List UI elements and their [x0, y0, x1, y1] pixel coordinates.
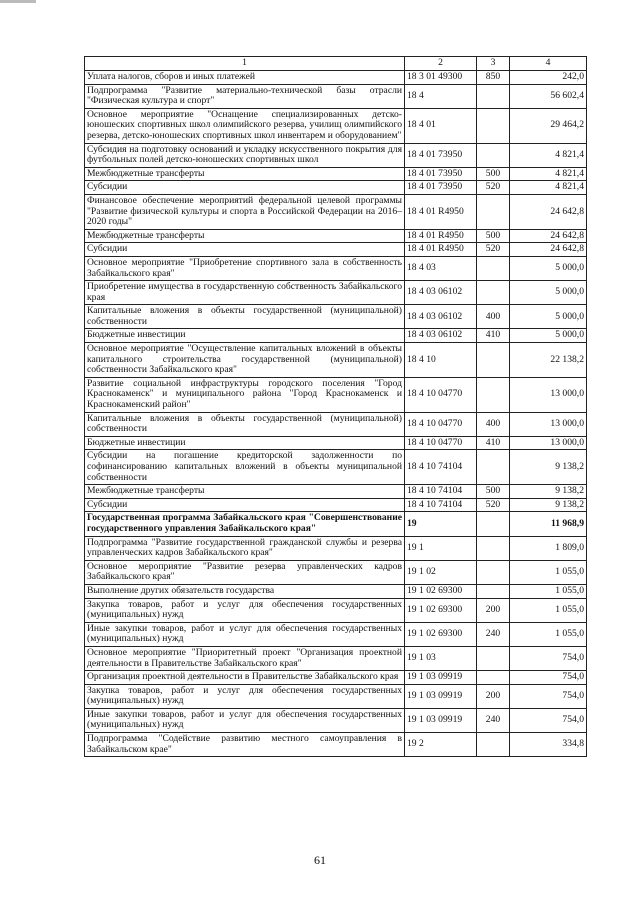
table-row — [85, 671, 587, 685]
column-number-4: 4 — [510, 57, 587, 71]
table-row — [85, 708, 587, 732]
row-amount-cell: 13 000,0 — [510, 436, 587, 450]
budget-table — [84, 56, 587, 757]
row-amount-cell: 5 000,0 — [510, 329, 587, 343]
row-amount-cell: 22 138,2 — [510, 343, 587, 378]
row-amount-cell: 754,0 — [510, 646, 587, 670]
table-row — [85, 229, 587, 243]
row-name-cell: Иные закупки товаров, работ и услуг для обеспечения государственных (муниципальных) нужд — [85, 708, 405, 732]
row-expense-type-cell — [477, 450, 510, 485]
table-row — [85, 71, 587, 85]
row-amount-cell: 56 602,4 — [510, 84, 587, 108]
row-code-cell: 19 2 — [405, 733, 477, 757]
row-code-cell: 18 4 01 73950 — [405, 143, 477, 167]
table-row — [85, 256, 587, 280]
row-code-cell: 18 4 — [405, 84, 477, 108]
table-row — [85, 598, 587, 622]
row-name-cell: Основное мероприятие "Осуществление капитальных вложений в объекты капитального строительства государственной (муниципальной) собственности Забайкальского края" — [85, 343, 405, 378]
row-amount-cell: 24 642,8 — [510, 243, 587, 257]
row-name-cell: Субсидии — [85, 181, 405, 195]
row-name-cell: Приобретение имущества в государственную собственность Забайкальского края — [85, 281, 405, 305]
table-row — [85, 181, 587, 195]
column-number-1: 1 — [85, 57, 405, 71]
row-expense-type-cell — [477, 536, 510, 560]
row-code-cell: 18 4 10 74104 — [405, 485, 477, 499]
table-row — [85, 194, 587, 229]
table-row — [85, 536, 587, 560]
row-name-cell: Бюджетные инвестиции — [85, 329, 405, 343]
row-amount-cell: 334,8 — [510, 733, 587, 757]
row-name-cell: Межбюджетные трансферты — [85, 485, 405, 499]
row-code-cell: 19 1 02 69300 — [405, 622, 477, 646]
table-row — [85, 646, 587, 670]
row-amount-cell: 754,0 — [510, 684, 587, 708]
row-name-cell: Основное мероприятие "Приоритетный проект "Организация проектной деятельности в Правительстве Забайкальского края" — [85, 646, 405, 670]
table-row — [85, 343, 587, 378]
row-expense-type-cell: 410 — [477, 436, 510, 450]
row-code-cell: 18 3 01 49300 — [405, 71, 477, 85]
row-name-cell: Основное мероприятие "Приобретение спортивного зала в собственность Забайкальского края" — [85, 256, 405, 280]
row-name-cell: Подпрограмма "Развитие государственной гражданской службы и резерва управленческих кадров Забайкальского края" — [85, 536, 405, 560]
row-amount-cell: 9 138,2 — [510, 485, 587, 499]
row-code-cell: 18 4 01 R4950 — [405, 229, 477, 243]
row-amount-cell: 242,0 — [510, 71, 587, 85]
row-code-cell: 19 1 02 — [405, 560, 477, 584]
table-row — [85, 412, 587, 436]
table-row — [85, 243, 587, 257]
row-amount-cell: 1 055,0 — [510, 622, 587, 646]
table-row — [85, 377, 587, 412]
row-code-cell: 18 4 10 — [405, 343, 477, 378]
row-expense-type-cell — [477, 671, 510, 685]
row-expense-type-cell: 520 — [477, 243, 510, 257]
row-name-cell: Капитальные вложения в объекты государственной (муниципальной) собственности — [85, 305, 405, 329]
row-expense-type-cell — [477, 646, 510, 670]
table-row — [85, 167, 587, 181]
row-amount-cell: 11 968,9 — [510, 512, 587, 536]
row-amount-cell: 754,0 — [510, 671, 587, 685]
table-row — [85, 512, 587, 536]
table-row — [85, 84, 587, 108]
row-code-cell: 18 4 01 73950 — [405, 167, 477, 181]
row-code-cell: 18 4 03 06102 — [405, 329, 477, 343]
page-number: 61 — [314, 853, 326, 867]
scan-edge-mark — [0, 0, 36, 3]
row-amount-cell: 1 809,0 — [510, 536, 587, 560]
row-name-cell: Субсидии — [85, 243, 405, 257]
row-amount-cell: 9 138,2 — [510, 498, 587, 512]
row-code-cell: 19 1 02 69300 — [405, 584, 477, 598]
row-name-cell: Иные закупки товаров, работ и услуг для обеспечения государственных (муниципальных) нужд — [85, 622, 405, 646]
row-expense-type-cell — [477, 84, 510, 108]
row-amount-cell: 5 000,0 — [510, 305, 587, 329]
column-number-3: 3 — [477, 57, 510, 71]
row-expense-type-cell: 410 — [477, 329, 510, 343]
row-expense-type-cell: 500 — [477, 229, 510, 243]
row-amount-cell: 13 000,0 — [510, 377, 587, 412]
row-name-cell: Субсидии на погашение кредиторской задолженности по софинансированию капитальных вложений в объекты муниципальной собственности — [85, 450, 405, 485]
row-code-cell: 19 1 02 69300 — [405, 598, 477, 622]
row-name-cell: Субсидии — [85, 498, 405, 512]
table-row — [85, 560, 587, 584]
row-code-cell: 18 4 10 74104 — [405, 498, 477, 512]
table-row — [85, 733, 587, 757]
column-number-2: 2 — [405, 57, 477, 71]
row-expense-type-cell: 200 — [477, 684, 510, 708]
row-amount-cell: 1 055,0 — [510, 584, 587, 598]
row-name-cell: Подпрограмма "Содействие развитию местного самоуправления в Забайкальском крае" — [85, 733, 405, 757]
row-name-cell: Государственная программа Забайкальского края "Совершенствование государственного управления Забайкальского края" — [85, 512, 405, 536]
row-name-cell: Закупка товаров, работ и услуг для обеспечения государственных (муниципальных) нужд — [85, 598, 405, 622]
row-expense-type-cell: 400 — [477, 305, 510, 329]
row-expense-type-cell — [477, 256, 510, 280]
row-name-cell: Закупка товаров, работ и услуг для обеспечения государственных (муниципальных) нужд — [85, 684, 405, 708]
table-header-row — [85, 57, 587, 71]
row-amount-cell: 1 055,0 — [510, 598, 587, 622]
row-amount-cell: 754,0 — [510, 708, 587, 732]
budget-table-body — [85, 57, 587, 757]
row-name-cell: Подпрограмма "Развитие материально-технической базы отрасли "Физическая культура и спорт" — [85, 84, 405, 108]
row-name-cell: Основное мероприятие "Оснащение специализированных детско-юношеских спортивных школ олимпийского резерва, училищ олимпийского резерва, детско-юношеских спортивных школ инвентарем и оборудованием" — [85, 108, 405, 143]
table-row — [85, 584, 587, 598]
row-expense-type-cell: 850 — [477, 71, 510, 85]
row-amount-cell: 24 642,8 — [510, 194, 587, 229]
row-code-cell: 19 1 03 09919 — [405, 671, 477, 685]
row-amount-cell: 24 642,8 — [510, 229, 587, 243]
row-amount-cell: 1 055,0 — [510, 560, 587, 584]
table-row — [85, 498, 587, 512]
table-row — [85, 436, 587, 450]
table-row — [85, 684, 587, 708]
row-name-cell: Развитие социальной инфраструктуры городского поселения "Город Краснокаменск" и муниципального района "Город Краснокаменск и Краснокаменский район" — [85, 377, 405, 412]
row-amount-cell: 4 821,4 — [510, 181, 587, 195]
row-expense-type-cell: 520 — [477, 181, 510, 195]
row-expense-type-cell — [477, 584, 510, 598]
row-name-cell: Выполнение других обязательств государства — [85, 584, 405, 598]
row-expense-type-cell — [477, 194, 510, 229]
row-amount-cell: 4 821,4 — [510, 143, 587, 167]
row-expense-type-cell: 500 — [477, 485, 510, 499]
row-expense-type-cell: 400 — [477, 412, 510, 436]
row-code-cell: 18 4 10 74104 — [405, 450, 477, 485]
row-name-cell: Организация проектной деятельности в Правительстве Забайкальского края — [85, 671, 405, 685]
row-amount-cell: 13 000,0 — [510, 412, 587, 436]
table-row — [85, 485, 587, 499]
row-name-cell: Межбюджетные трансферты — [85, 229, 405, 243]
row-code-cell: 19 — [405, 512, 477, 536]
row-code-cell: 19 1 03 09919 — [405, 708, 477, 732]
row-code-cell: 18 4 01 R4950 — [405, 243, 477, 257]
row-amount-cell: 4 821,4 — [510, 167, 587, 181]
row-code-cell: 18 4 03 06102 — [405, 281, 477, 305]
row-code-cell: 19 1 — [405, 536, 477, 560]
row-code-cell: 18 4 10 04770 — [405, 377, 477, 412]
row-code-cell: 18 4 01 73950 — [405, 181, 477, 195]
row-expense-type-cell — [477, 512, 510, 536]
row-code-cell: 18 4 03 — [405, 256, 477, 280]
table-row — [85, 329, 587, 343]
table-row — [85, 108, 587, 143]
row-expense-type-cell: 240 — [477, 622, 510, 646]
row-code-cell: 18 4 03 06102 — [405, 305, 477, 329]
row-name-cell: Финансовое обеспечение мероприятий федеральной целевой программы "Развитие физической культуры и спорта в Российской Федерации на 2016–2020 годы" — [85, 194, 405, 229]
row-expense-type-cell: 500 — [477, 167, 510, 181]
table-row — [85, 281, 587, 305]
row-code-cell: 18 4 01 R4950 — [405, 194, 477, 229]
row-name-cell: Субсидия на подготовку оснований и укладку искусственного покрытия для футбольных полей детско-юношеских спортивных школ — [85, 143, 405, 167]
table-row — [85, 622, 587, 646]
row-expense-type-cell: 200 — [477, 598, 510, 622]
row-amount-cell: 5 000,0 — [510, 281, 587, 305]
row-amount-cell: 5 000,0 — [510, 256, 587, 280]
row-name-cell: Основное мероприятие "Развитие резерва управленческих кадров Забайкальского края" — [85, 560, 405, 584]
table-row — [85, 143, 587, 167]
row-expense-type-cell — [477, 281, 510, 305]
row-name-cell: Капитальные вложения в объекты государственной (муниципальной) собственности — [85, 412, 405, 436]
row-expense-type-cell: 240 — [477, 708, 510, 732]
row-code-cell: 18 4 10 04770 — [405, 412, 477, 436]
table-row — [85, 305, 587, 329]
row-amount-cell: 9 138,2 — [510, 450, 587, 485]
row-expense-type-cell: 520 — [477, 498, 510, 512]
row-expense-type-cell — [477, 143, 510, 167]
row-name-cell: Межбюджетные трансферты — [85, 167, 405, 181]
row-amount-cell: 29 464,2 — [510, 108, 587, 143]
table-row — [85, 450, 587, 485]
row-name-cell: Бюджетные инвестиции — [85, 436, 405, 450]
row-code-cell: 19 1 03 09919 — [405, 684, 477, 708]
row-name-cell: Уплата налогов, сборов и иных платежей — [85, 71, 405, 85]
row-expense-type-cell — [477, 733, 510, 757]
row-code-cell: 18 4 01 — [405, 108, 477, 143]
row-expense-type-cell — [477, 377, 510, 412]
row-expense-type-cell — [477, 108, 510, 143]
row-code-cell: 18 4 10 04770 — [405, 436, 477, 450]
row-code-cell: 19 1 03 — [405, 646, 477, 670]
row-expense-type-cell — [477, 560, 510, 584]
row-expense-type-cell — [477, 343, 510, 378]
